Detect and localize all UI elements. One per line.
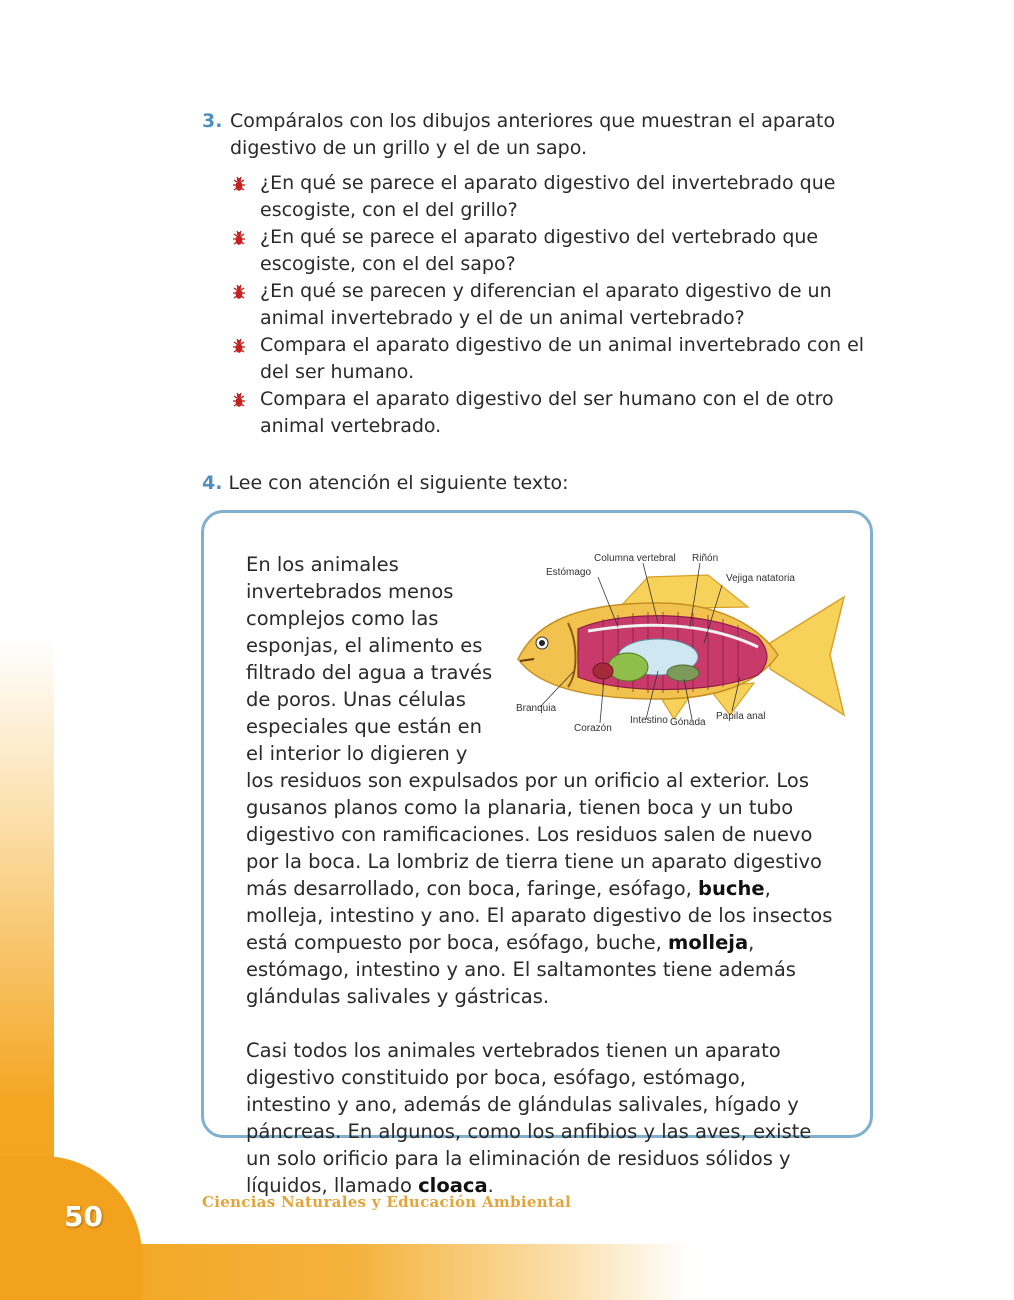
question-4-text: Lee con atención el siguiente texto:	[228, 472, 569, 494]
book-title: Ciencias Naturales y Educación Ambiental	[202, 1193, 572, 1211]
red-insect-icon	[230, 174, 248, 194]
red-insect-icon	[230, 282, 248, 302]
question-3-stem	[202, 108, 882, 162]
question-3-text: Compáralos con los dibujos anteriores que muestran el aparato digestivo de un grillo y el de un sapo.	[230, 110, 836, 159]
list-item: ¿En qué se parece el aparato digestivo del invertebrado que escogiste, con el del grillo?	[230, 170, 882, 224]
key-term-cloaca: cloaca	[418, 1174, 488, 1197]
question-3-bullets	[202, 170, 882, 440]
red-insect-icon	[230, 390, 248, 410]
question-number: 3.	[202, 110, 223, 132]
label-papila-anal: Papila anal	[716, 711, 766, 722]
red-insect-icon	[230, 336, 248, 356]
list-item: ¿En qué se parece el aparato digestivo del vertebrado que escogiste, con el del sapo?	[230, 224, 882, 278]
label-intestino: Intestino	[630, 715, 668, 726]
label-corazon: Corazón	[574, 723, 612, 734]
list-item: Compara el aparato digestivo del ser humano con el de otro animal vertebrado.	[230, 386, 882, 440]
reading-paragraph-1: En los animales invertebrados menos complejos como las esponjas, el alimento es filtrado del agua a través de poros. Unas células especiales que están en el interior lo digieren y los residuos son expulsados por un orificio al exterior. Los gusanos planos como la planaria, tienen boca y un tubo digestivo con ramificaciones. Los residuos salen de nuevo por la boca. La lombriz de tierra tiene un aparato digestivo más desarrollado, con boca, faringe, esófago, buche, molleja, intestino y ano. El aparato digestivo de los insectos está compuesto por boca, esófago, buche, molleja, estómago, intestino y ano. El saltamontes tiene además glándulas salivales y gástricas.	[246, 553, 833, 1008]
question-4	[202, 470, 569, 497]
question-3	[202, 108, 882, 440]
question-number: 4.	[202, 472, 223, 494]
list-item: Compara el aparato digestivo de un animal invertebrado con el del ser humano.	[230, 332, 882, 386]
key-term-molleja: molleja	[668, 931, 749, 954]
label-gonada: Gónada	[670, 717, 706, 728]
label-rinon: Riñón	[692, 553, 719, 564]
label-vejiga-natatoria: Vejiga natatoria	[726, 573, 795, 584]
label-columna-vertebral: Columna vertebral	[594, 553, 676, 564]
key-term-buche: buche	[698, 877, 765, 900]
reading-text	[246, 551, 836, 1199]
bottom-orange-band	[0, 1244, 1014, 1300]
label-estomago: Estómago	[546, 567, 592, 578]
red-insect-icon	[230, 228, 248, 248]
page-number: 50	[64, 1200, 103, 1233]
fish-anatomy-figure	[508, 547, 848, 763]
reading-paragraph-2: Casi todos los animales vertebrados tienen un aparato digestivo constituido por boca, esófago, estómago, intestino y ano, además de glándulas salivales, hígado y páncreas. En algunos, como los anfibios y las aves, existe un solo orificio para la eliminación de residuos sólidos y líquidos, llamado cloaca.	[246, 1039, 812, 1197]
list-item: ¿En qué se parecen y diferencian el aparato digestivo de un animal invertebrado y el de un animal vertebrado?	[230, 278, 882, 332]
label-branquia: Branquia	[516, 703, 557, 714]
